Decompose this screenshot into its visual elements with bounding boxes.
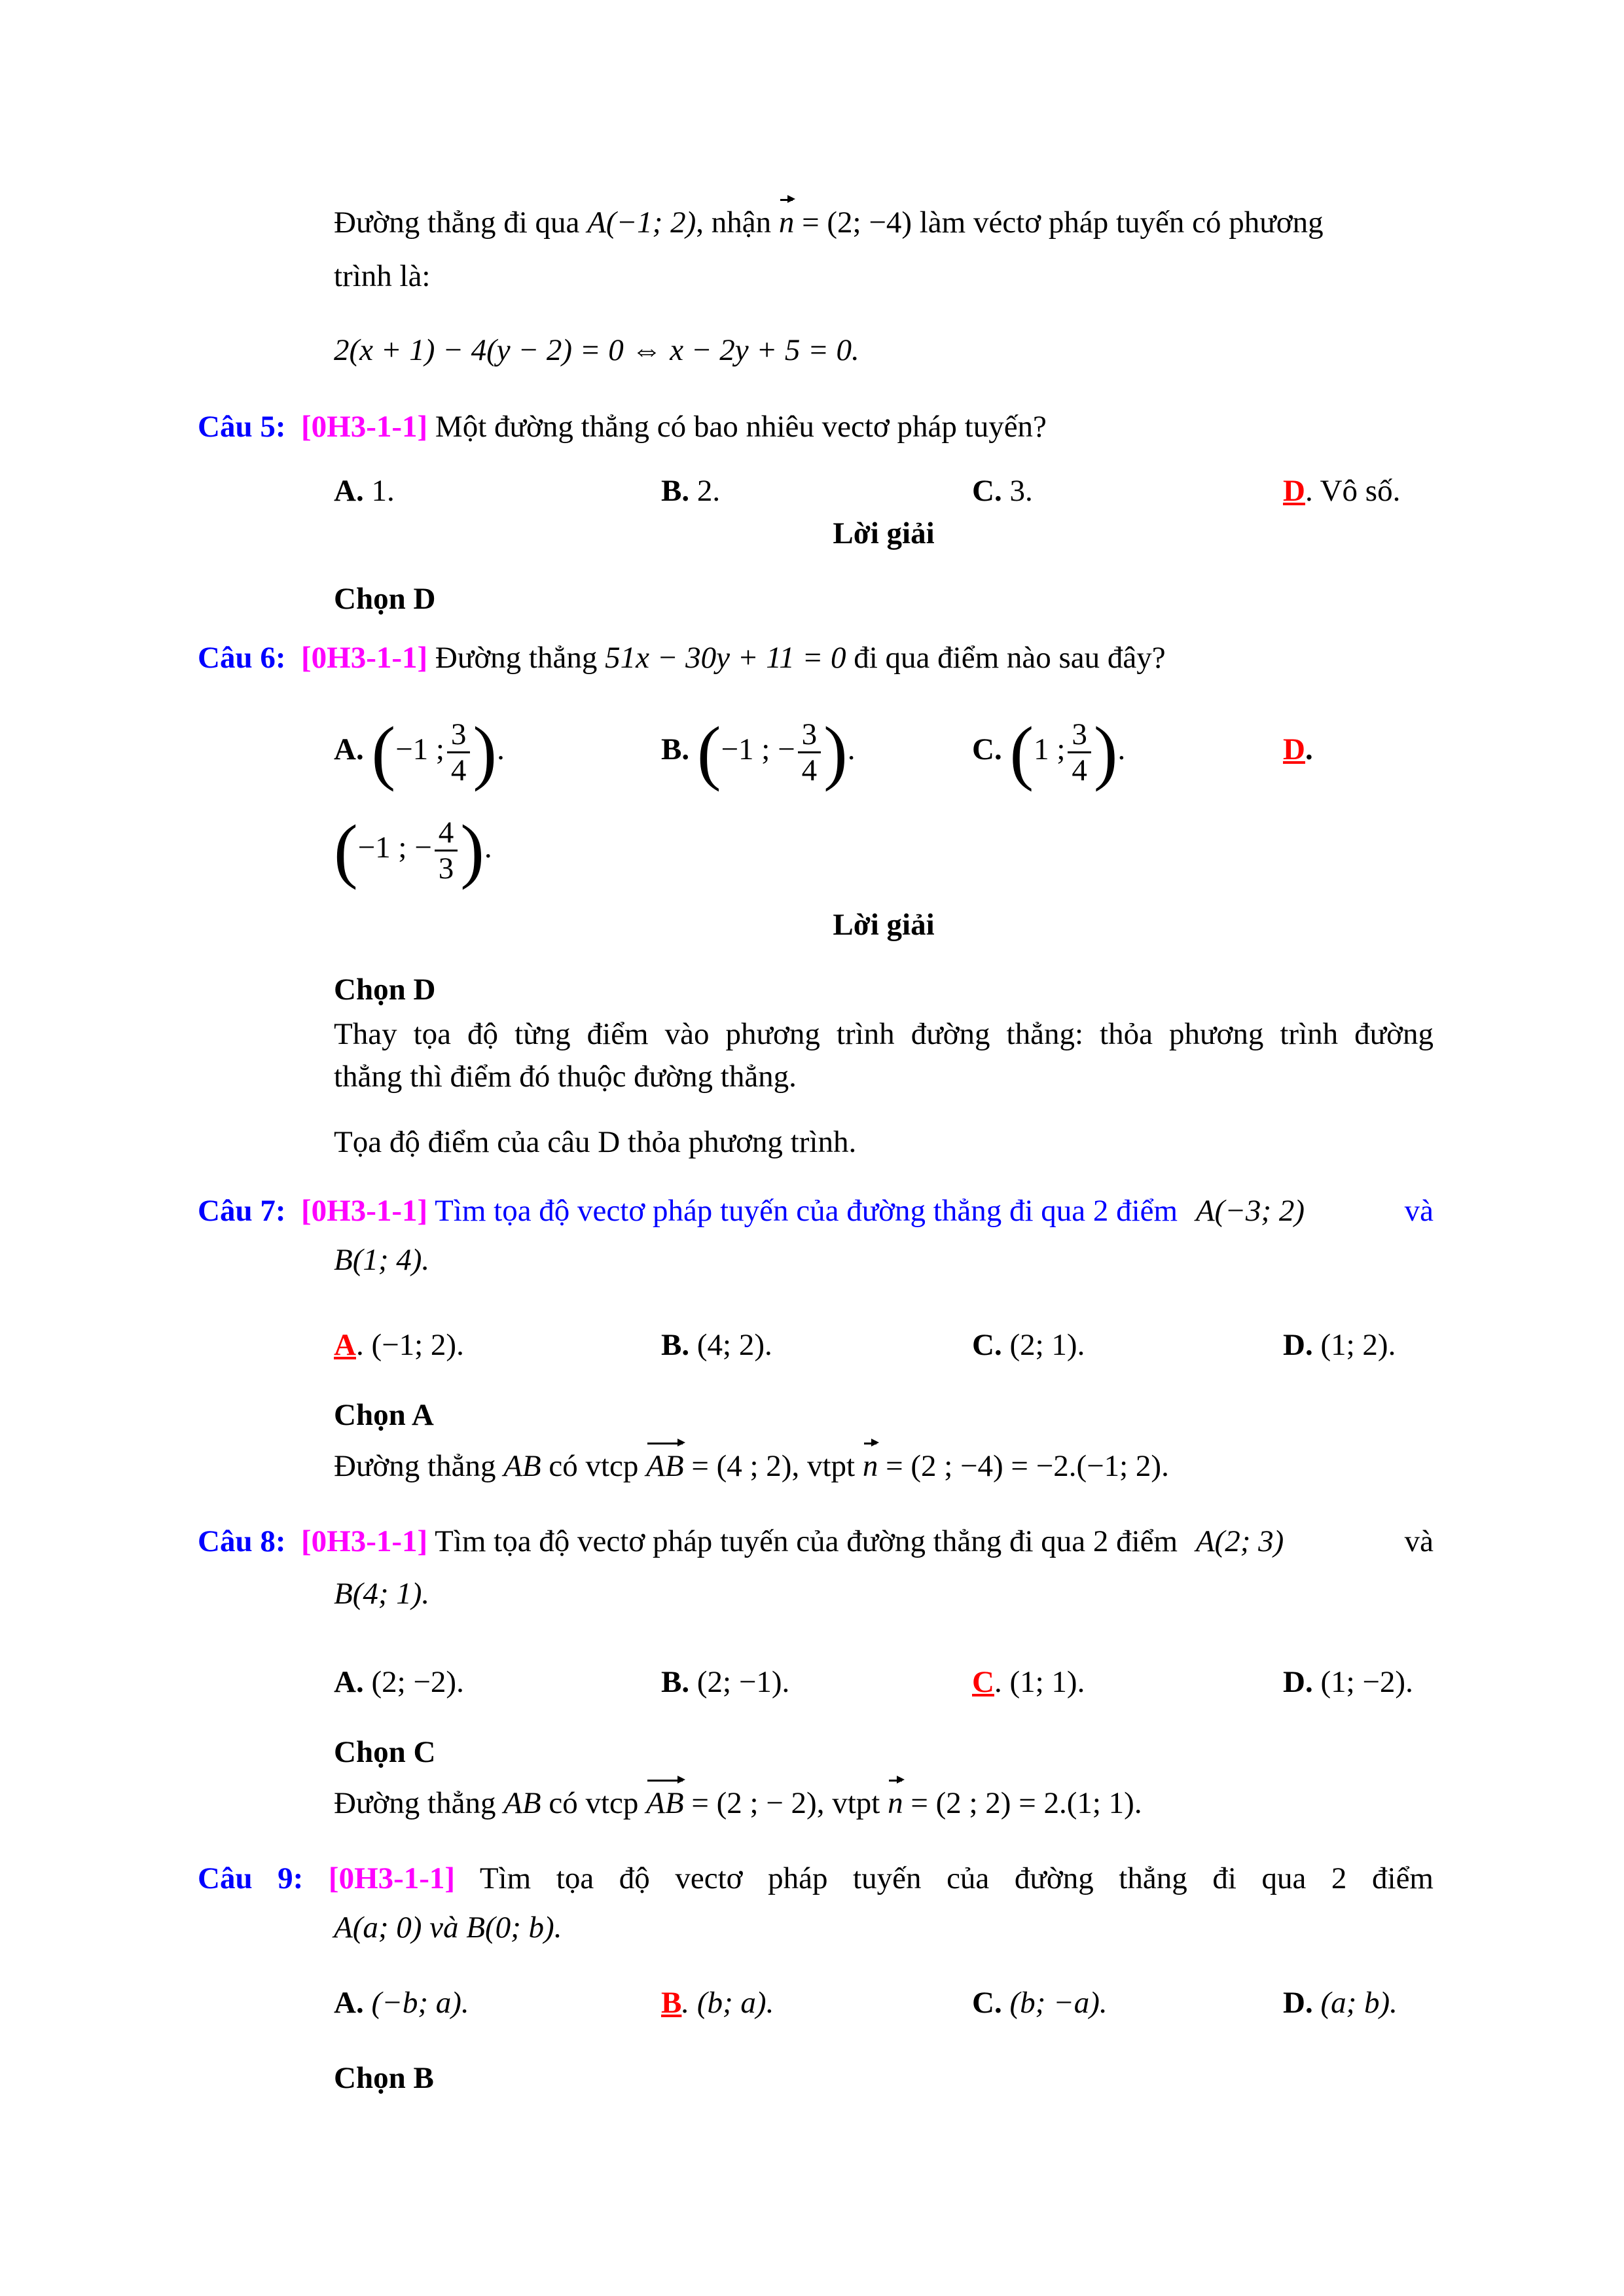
question-9-label: Câu 9: (198, 1861, 304, 1895)
option-key-correct: D (1283, 732, 1305, 766)
option-prefix: 1 ; (1034, 732, 1066, 766)
option-value: . (b; a). (681, 1986, 774, 2020)
question-9-option-c (972, 1983, 1108, 2022)
question-7-option-c (972, 1325, 1085, 1365)
option-key-correct: A (334, 1328, 356, 1362)
question-7-stem (198, 1191, 1434, 1230)
option-value: . Vô số. (1305, 474, 1401, 508)
option-key: A. (334, 1986, 364, 2020)
expl-text-a: Đường thẳng (334, 1449, 504, 1483)
question-6-option-a (334, 707, 505, 792)
expl-vector-ab: AB (646, 1446, 683, 1486)
question-5-option-a (334, 471, 395, 511)
question-6-option-c (972, 707, 1125, 792)
option-prefix: −1 ; − (721, 732, 795, 766)
question-5-option-c (972, 471, 1033, 511)
option-prefix: −1 ; − (357, 831, 432, 865)
expl-text-b: có vtcp (541, 1449, 647, 1483)
question-9-tag: [0H3-1-1] (328, 1861, 456, 1895)
option-value: (b; −a). (1009, 1986, 1108, 2020)
intro-text-b: , nhận (696, 206, 779, 240)
expl-text-c: = (2 ; − 2), vtpt (683, 1786, 888, 1820)
question-9-stem (198, 1859, 1434, 1898)
option-value: (2; −1). (696, 1665, 790, 1699)
option-value: (a; b). (1320, 1986, 1398, 2020)
intro-line-1 (334, 203, 1324, 242)
question-6-explanation-1: Thay tọa độ từng điểm vào phương trình đường thẳng: thỏa phương trình đường (334, 1017, 1434, 1051)
question-6-label: Câu 6: (198, 641, 286, 675)
numerator: 4 (435, 816, 458, 852)
intro-text-c: = (2; −4) làm véctơ pháp tuyến có phương (794, 206, 1324, 240)
question-5-option-b (661, 471, 720, 511)
option-key-correct: D (1283, 474, 1305, 508)
question-6-equation: 51x − 30y + 11 = 0 (605, 641, 846, 675)
question-7-tag: [0H3-1-1] (300, 1194, 428, 1228)
period: . (484, 831, 492, 865)
paren-open: ( (371, 712, 396, 793)
option-key: B. (661, 1328, 690, 1362)
question-7-option-a (334, 1325, 464, 1365)
period: . (1117, 732, 1126, 766)
question-8-and: và (1404, 1524, 1434, 1558)
question-9-text: Tìm tọa độ vectơ pháp tuyến của đường thẳng đi qua 2 điểm (479, 1861, 1434, 1895)
denominator: 4 (1072, 753, 1087, 787)
intro-vector-n: n (779, 203, 795, 242)
question-6-option-d-key (1283, 707, 1313, 792)
denominator: 3 (438, 851, 454, 886)
option-value: 1. (371, 474, 395, 508)
numerator: 3 (1068, 717, 1091, 753)
fraction (447, 717, 471, 787)
numerator: 3 (798, 717, 821, 753)
option-key: A. (334, 732, 364, 766)
option-value: 2. (696, 474, 721, 508)
question-8-option-b (661, 1662, 789, 1702)
question-5-text: Một đường thẳng có bao nhiêu vectơ pháp tuyến? (435, 410, 1047, 444)
question-6-option-b (661, 707, 855, 792)
expl-line-ab: AB (503, 1786, 541, 1820)
question-5-option-d (1283, 471, 1400, 511)
question-7-option-b (661, 1325, 772, 1365)
expl-text-c: = (4 ; 2), vtpt (683, 1449, 863, 1483)
option-key-correct: B (661, 1986, 682, 2020)
expl-vector-n: n (863, 1446, 878, 1486)
question-8-option-a (334, 1662, 464, 1702)
question-6-stem (198, 638, 1166, 677)
fraction (798, 717, 821, 787)
option-key: D. (1283, 1328, 1313, 1362)
option-value: . (−1; 2). (355, 1328, 464, 1362)
question-6-answer: Chọn D (334, 973, 436, 1007)
option-value: (1; −2). (1320, 1665, 1413, 1699)
fraction (435, 816, 458, 886)
option-key: C. (972, 1328, 1002, 1362)
question-6-tag: [0H3-1-1] (300, 641, 428, 675)
option-value: 3. (1009, 474, 1033, 508)
question-7-and: và (1404, 1194, 1434, 1228)
paren-close: ) (1093, 712, 1118, 793)
option-value: (−b; a). (371, 1986, 469, 2020)
question-5-tag: [0H3-1-1] (300, 410, 428, 444)
question-7-explanation (334, 1446, 1169, 1486)
option-key: A. (334, 474, 364, 508)
option-value: (1; 2). (1320, 1328, 1396, 1362)
question-6-text-b: đi qua điểm nào sau đây? (846, 641, 1166, 675)
question-8-point-b: B(4; 1). (334, 1577, 430, 1611)
period: . (497, 732, 505, 766)
fraction (1068, 717, 1091, 787)
period: . (847, 732, 856, 766)
intro-equation: 2(x + 1) − 4(y − 2) = 0 ⇔ x − 2y + 5 = 0. (334, 333, 859, 367)
option-key: B. (661, 732, 690, 766)
question-5-label: Câu 5: (198, 410, 286, 444)
option-key: B. (661, 1665, 690, 1699)
question-7-point-a: A(−3; 2) (1195, 1194, 1305, 1228)
question-6-solution-heading: Lời giải (833, 908, 935, 942)
expl-line-ab: AB (503, 1449, 541, 1483)
question-8-stem (198, 1522, 1434, 1561)
question-8-point-a: A(2; 3) (1195, 1524, 1284, 1558)
question-8-option-d (1283, 1662, 1413, 1702)
question-7-text: Tìm tọa độ vectơ pháp tuyến của đường thẳng đi qua 2 điểm (435, 1194, 1178, 1228)
question-9-option-b (661, 1983, 774, 2022)
question-7-option-d (1283, 1325, 1396, 1365)
option-key: A. (334, 1665, 364, 1699)
option-key-correct: C (972, 1665, 994, 1699)
expl-text-a: Đường thẳng (334, 1786, 504, 1820)
question-8-tag: [0H3-1-1] (300, 1524, 428, 1558)
question-5-answer: Chọn D (334, 582, 436, 616)
option-value: (2; −2). (371, 1665, 464, 1699)
question-6-text-a: Đường thẳng (435, 641, 605, 675)
question-8-label: Câu 8: (198, 1524, 286, 1558)
intro-text-a: Đường thẳng đi qua (334, 206, 588, 240)
expl-text-d: = (2 ; 2) = 2.(1; 1). (903, 1786, 1142, 1820)
question-6-option-d-value (334, 805, 492, 890)
denominator: 4 (801, 753, 818, 787)
expl-vector-ab: AB (646, 1784, 683, 1823)
option-key-dot: . (1305, 732, 1313, 766)
option-key: C. (972, 474, 1002, 508)
paren-open: ( (334, 810, 358, 891)
question-9-option-d (1283, 1983, 1398, 2022)
paren-open: ( (1009, 712, 1034, 793)
option-prefix: −1 ; (395, 732, 444, 766)
question-8-option-c (972, 1662, 1085, 1702)
question-7-answer: Chọn A (334, 1398, 434, 1432)
paren-close: ) (473, 712, 497, 793)
expl-text-b: có vtcp (541, 1786, 647, 1820)
question-8-answer: Chọn C (334, 1735, 436, 1769)
paren-close: ) (460, 810, 484, 891)
paren-open: ( (696, 712, 721, 793)
question-9-option-a (334, 1983, 469, 2022)
expl-text-d: = (2 ; −4) = −2.(−1; 2). (878, 1449, 1169, 1483)
question-5-solution-heading: Lời giải (833, 516, 935, 550)
question-6-explanation-3: Tọa độ điểm của câu D thỏa phương trình. (334, 1125, 857, 1159)
option-key: D. (1283, 1986, 1313, 2020)
denominator: 4 (450, 753, 467, 787)
question-9-answer: Chọn B (334, 2061, 434, 2095)
option-key: D. (1283, 1665, 1313, 1699)
option-value: (2; 1). (1009, 1328, 1085, 1362)
intro-point-a: A(−1; 2) (587, 206, 696, 240)
option-key: C. (972, 1986, 1002, 2020)
intro-line-2: trình là: (334, 259, 431, 293)
option-value: (4; 2). (696, 1328, 772, 1362)
question-7-label: Câu 7: (198, 1194, 286, 1228)
question-9-points: A(a; 0) và B(0; b). (334, 1910, 562, 1945)
option-value: . (1; 1). (994, 1665, 1085, 1699)
question-7-point-b: B(1; 4). (334, 1243, 430, 1277)
expl-vector-n: n (888, 1784, 903, 1823)
question-6-explanation-2: thẳng thì điểm đó thuộc đường thẳng. (334, 1060, 797, 1094)
paren-close: ) (823, 712, 848, 793)
question-8-text: Tìm tọa độ vectơ pháp tuyến của đường thẳng đi qua 2 điểm (435, 1524, 1178, 1558)
question-5-stem (198, 407, 1047, 446)
option-key: B. (661, 474, 690, 508)
option-key: C. (972, 732, 1002, 766)
numerator: 3 (447, 717, 471, 753)
question-8-explanation (334, 1784, 1142, 1823)
